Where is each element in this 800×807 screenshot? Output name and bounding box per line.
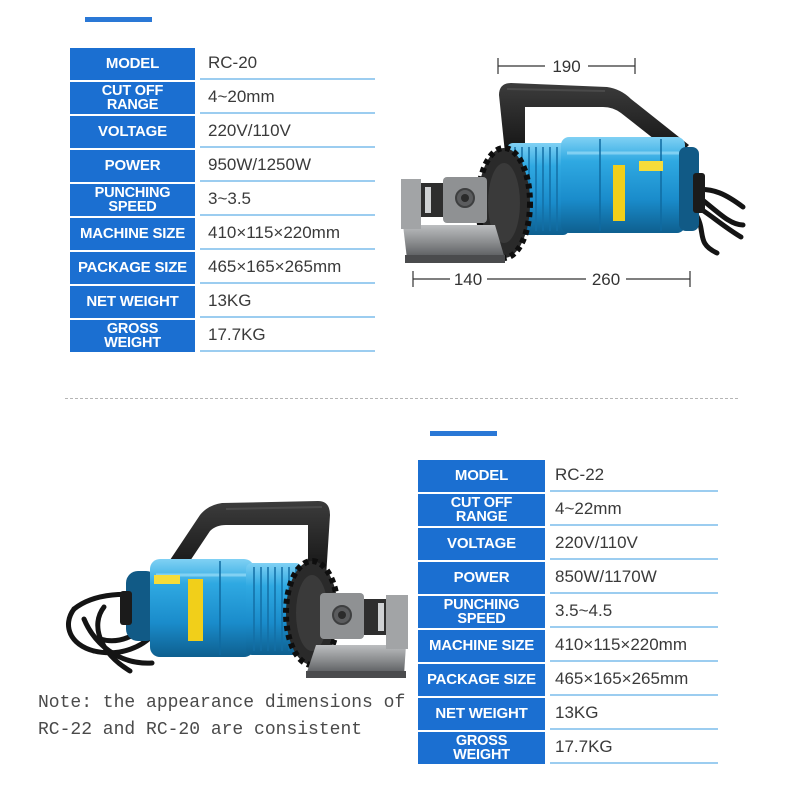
spec-label — [70, 286, 195, 318]
accent-bar-top — [85, 17, 152, 22]
spec-label-text: MACHINE SIZE — [428, 637, 535, 654]
spec-label-text: WEIGHT — [104, 335, 161, 351]
accent-bar-bottom — [430, 431, 497, 436]
spec-row-gross-weight — [70, 320, 375, 352]
spec-label-text: PACKAGE SIZE — [426, 671, 536, 688]
spec-label-text: SPEED — [457, 611, 506, 627]
spec-value: 17.7KG — [550, 732, 718, 764]
caution-sticker — [639, 161, 663, 171]
warning-label — [188, 579, 203, 641]
spec-value: RC-20 — [200, 48, 375, 80]
spec-value: 4~22mm — [550, 494, 718, 526]
spec-label-text: VOLTAGE — [447, 535, 516, 552]
spec-value: 220V/110V — [550, 528, 718, 560]
spec-value: 410×115×220mm — [550, 630, 718, 662]
spec-value: 13KG — [200, 286, 375, 318]
spec-row-cut-off-range — [418, 494, 718, 526]
rebar-cutter-rc22 — [68, 501, 408, 678]
spec-label-text: RANGE — [106, 97, 159, 113]
note-line: RC-22 and RC-20 are consistent — [38, 720, 363, 740]
spec-label-text: PUNCHING — [443, 597, 520, 613]
spec-value: 465×165×265mm — [200, 252, 375, 284]
spec-label-text: GROSS — [106, 321, 159, 337]
spec-label — [418, 630, 545, 662]
spec-label — [418, 664, 545, 696]
spec-value: 950W/1250W — [200, 150, 375, 182]
rc20-machine-figure — [395, 50, 750, 295]
spec-label-text: PACKAGE SIZE — [77, 259, 187, 276]
spec-row-model — [418, 460, 718, 492]
motor-housing — [507, 137, 705, 235]
rebar-cutter-rc20 — [401, 83, 743, 263]
spec-label — [70, 82, 195, 114]
spec-label-text: GROSS — [455, 733, 508, 749]
spec-label — [70, 48, 195, 80]
spec-row-cut-off-range — [70, 82, 375, 114]
appearance-note — [38, 690, 405, 744]
spec-label-text: CUT OFF — [101, 83, 164, 99]
spec-label-text: NET WEIGHT — [86, 293, 179, 310]
note-line: Note: the appearance dimensions of — [38, 693, 406, 713]
spec-label-text: MACHINE SIZE — [79, 225, 186, 242]
rc22-spec-table — [418, 460, 718, 764]
spec-row-gross-weight — [418, 732, 718, 764]
spec-value: 410×115×220mm — [200, 218, 375, 250]
spec-label-text: PUNCHING — [94, 185, 171, 201]
warning-label — [613, 165, 625, 221]
spec-label-text: VOLTAGE — [98, 123, 167, 140]
dimension-label-body-length: 260 — [591, 270, 621, 289]
spec-value: 850W/1170W — [550, 562, 718, 594]
spec-label — [70, 320, 195, 352]
spec-value: 3~3.5 — [200, 184, 375, 216]
dimension-label-head-length: 140 — [453, 270, 483, 289]
spec-value: 17.7KG — [200, 320, 375, 352]
spec-label-text: NET WEIGHT — [435, 705, 528, 722]
spec-label — [70, 116, 195, 148]
caution-sticker — [154, 575, 180, 584]
spec-label-text: SPEED — [108, 199, 157, 215]
spec-value: 4~20mm — [200, 82, 375, 114]
spec-label-text: WEIGHT — [453, 747, 510, 763]
rc20-spec-table — [70, 48, 375, 352]
spec-label — [70, 218, 195, 250]
spec-label-text: POWER — [453, 569, 510, 586]
spec-row-model — [70, 48, 375, 80]
spec-label — [418, 460, 545, 492]
spec-label-text: RANGE — [455, 509, 508, 525]
spec-label — [70, 150, 195, 182]
spec-label — [418, 562, 545, 594]
spec-label — [418, 732, 545, 764]
spec-row-package-size — [70, 252, 375, 284]
spec-value: 220V/110V — [200, 116, 375, 148]
spec-value: 13KG — [550, 698, 718, 730]
spec-row-net-weight — [418, 698, 718, 730]
spec-row-voltage — [418, 528, 718, 560]
spec-row-punching-speed — [418, 596, 718, 628]
spec-value: RC-22 — [550, 460, 718, 492]
spec-row-power — [418, 562, 718, 594]
section-divider — [65, 398, 738, 399]
spec-row-voltage — [70, 116, 375, 148]
spec-label-text: POWER — [104, 157, 161, 174]
spec-label-text: CUT OFF — [450, 495, 513, 511]
spec-row-machine-size — [418, 630, 718, 662]
rc22-machine-figure — [60, 495, 415, 680]
spec-row-net-weight — [70, 286, 375, 318]
spec-label-text: MODEL — [105, 55, 160, 72]
spec-label — [418, 528, 545, 560]
spec-row-package-size — [418, 664, 718, 696]
spec-label — [418, 596, 545, 628]
spec-label — [70, 184, 195, 216]
dimension-label-top-width: 190 — [552, 57, 581, 76]
spec-value: 3.5~4.5 — [550, 596, 718, 628]
spec-row-punching-speed — [70, 184, 375, 216]
spec-label — [418, 698, 545, 730]
spec-row-power — [70, 150, 375, 182]
spec-label — [418, 494, 545, 526]
spec-label — [70, 252, 195, 284]
spec-label-text: MODEL — [454, 467, 509, 484]
spec-row-machine-size — [70, 218, 375, 250]
spec-value: 465×165×265mm — [550, 664, 718, 696]
cutting-head — [306, 593, 408, 678]
